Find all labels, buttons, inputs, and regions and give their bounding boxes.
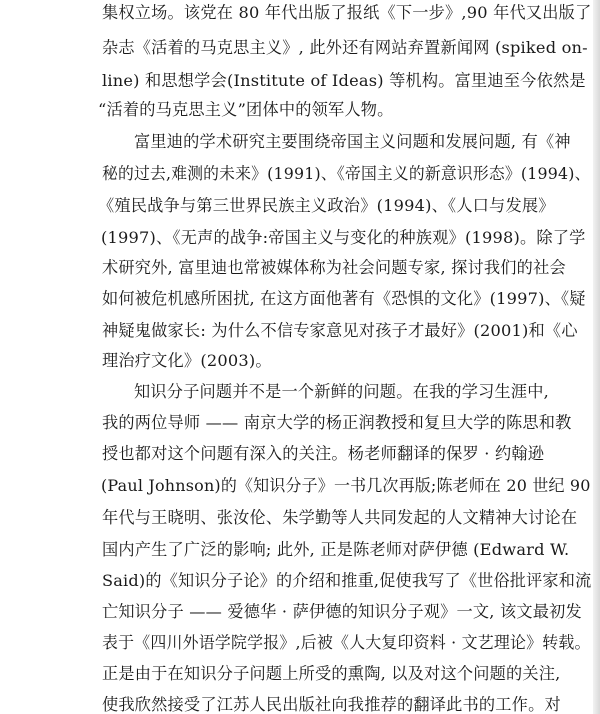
text-line-7: 《殖民战争与第三世界民族主义政治》(1994)、《人口与发展》: [98, 196, 555, 215]
text-line-4: “活着的马克思主义”团体中的领军人物。: [98, 100, 394, 119]
text-line-9: 术研究外, 富里迪也常被媒体称为社会问题专家, 探讨我们的社会: [102, 258, 566, 277]
page-edge-shadow: [593, 0, 600, 714]
text-line-8: (1997)、《无声的战争:帝国主义与变化的种族观》(1998)。除了学: [101, 228, 586, 247]
text-line-19: Said)的《知识分子论》的介绍和推重,促使我写了《世俗批评家和流: [102, 571, 592, 590]
text-line-3: line) 和思想学会(Institute of Ideas) 等机构。富里迪至今依然是: [102, 71, 586, 90]
text-line-10: 如何被危机感所困扰, 在这方面他著有《恐惧的文化》(1997)、《疑: [102, 289, 586, 308]
text-line-15: 授也都对这个问题有深入的关注。杨老师翻译的保罗 · 约翰逊: [102, 444, 545, 463]
text-line-16: (Paul Johnson)的《知识分子》一书几次再版;陈老师在 20 世纪 90: [101, 476, 591, 495]
text-line-22: 正是由于在知识分子问题上所受的熏陶, 以及对这个问题的关注,: [102, 664, 561, 683]
text-line-14: 我的两位导师 —— 南京大学的杨正润教授和复旦大学的陈思和教: [102, 413, 572, 432]
text-line-12: 理治疗文化》(2003)。: [102, 351, 272, 370]
text-line-1: 集权立场。该党在 80 年代出版了报纸《下一步》,90 年代又出版了: [102, 3, 592, 22]
text-line-11: 神疑鬼做家长: 为什么不信专家意见对孩子才最好》(2001)和《心: [102, 321, 578, 340]
text-line-17: 年代与王晓明、张汝伦、朱学勤等人共同发起的人文精神大讨论在: [102, 508, 578, 527]
text-line-5: 富里迪的学术研究主要围绕帝国主义问题和发展问题, 有《神: [134, 132, 571, 151]
text-line-2: 杂志《活着的马克思主义》, 此外还有网站弃置新闻网 (spiked on-: [102, 38, 588, 57]
text-line-13: 知识分子问题并不是一个新鲜的问题。在我的学习生涯中,: [134, 382, 550, 401]
text-line-6: 秘的过去,难测的未来》(1991)、《帝国主义的新意识形态》(1994)、: [102, 164, 591, 183]
text-line-20: 亡知识分子 —— 爱德华 · 萨伊德的知识分子观》一文, 该文最初发: [102, 602, 582, 621]
text-line-23: 使我欣然接受了江苏人民出版社向我推荐的翻译此书的工作。对: [102, 695, 561, 714]
text-line-21: 表于《四川外语学院学报》,后被《人大复印资料 · 文艺理论》转载。: [102, 633, 591, 652]
text-line-18: 国内产生了广泛的影响; 此外, 正是陈老师对萨伊德 (Edward W.: [102, 540, 570, 559]
